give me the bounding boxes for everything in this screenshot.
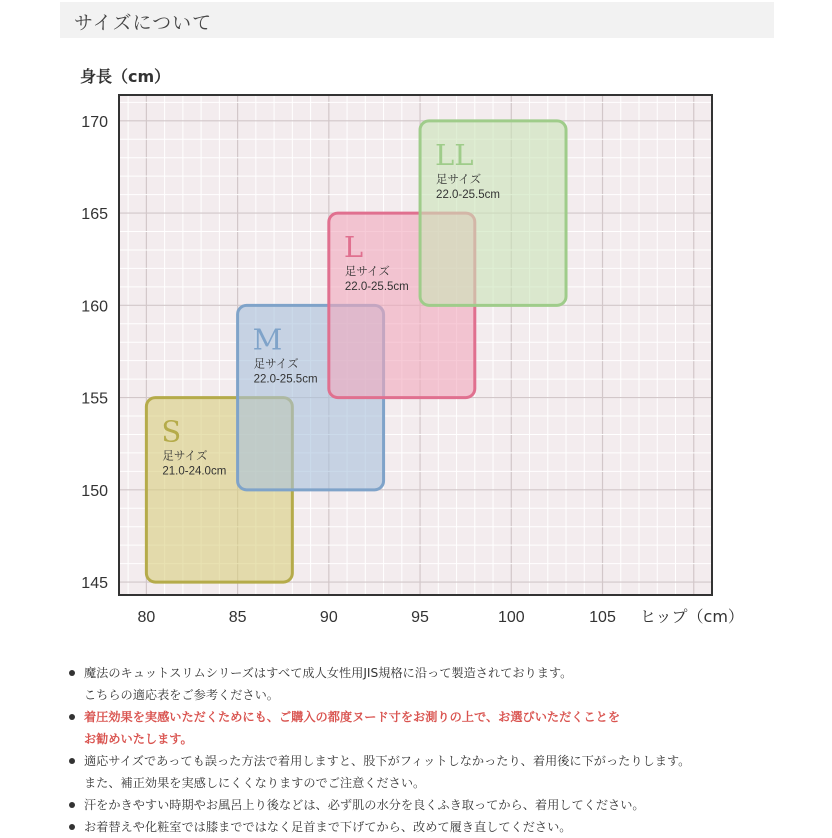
bullet-icon <box>69 714 75 720</box>
note-line: また、補正効果を実感しにくくなりますのでご注意ください。 <box>84 776 426 790</box>
y-tick-label: 150 <box>81 482 108 500</box>
note-line: お着替えや化粧室では膝までではなく足首まで下げてから、改めて履き直してください。 <box>84 820 572 834</box>
foot-size-range: 22.0-25.5cm <box>344 281 409 294</box>
region-label-s: S <box>161 414 182 449</box>
note-line: お勧めいたします。 <box>84 732 193 746</box>
foot-size-range: 22.0-25.5cm <box>436 188 500 201</box>
bullet-icon <box>69 824 75 830</box>
foot-size-label: 足サイズ <box>162 448 208 463</box>
foot-size-range: 21.0-24.0cm <box>162 465 227 478</box>
x-tick-label: 85 <box>228 609 247 626</box>
note-item <box>66 816 806 838</box>
y-axis-label: 身長（cm） <box>80 67 171 86</box>
y-tick-label: 160 <box>81 298 108 316</box>
section-title: サイズについて <box>74 12 213 34</box>
foot-size-range: 22.0-25.5cm <box>253 373 318 386</box>
foot-size-label: 足サイズ <box>344 264 390 279</box>
note-item <box>66 662 806 706</box>
x-tick-label: 100 <box>497 609 525 626</box>
foot-size-label: 足サイズ <box>436 171 482 186</box>
note-line: 魔法のキュットスリムシリーズはすべて成人女性用JIS規格に沿って製造されております。 <box>84 666 573 680</box>
x-tick-label: 95 <box>411 609 429 626</box>
y-tick-label: 155 <box>81 390 108 408</box>
y-tick-label: 170 <box>81 113 108 131</box>
x-axis-label: ヒップ（cm） <box>640 607 744 626</box>
note-line: 汗をかきやすい時期やお風呂上り後などは、必ず肌の水分を良くふき取ってから、着用してください。 <box>84 798 645 812</box>
note-item <box>66 706 806 750</box>
note-item <box>66 794 806 816</box>
x-tick-label: 80 <box>137 609 156 626</box>
region-label-m: M <box>252 322 283 357</box>
region-label-l: L <box>343 230 364 265</box>
x-tick-label: 90 <box>319 609 338 626</box>
note-item <box>66 750 806 794</box>
y-tick-label: 145 <box>81 575 108 593</box>
bullet-icon <box>69 670 75 676</box>
bullet-icon <box>69 802 75 808</box>
foot-size-label: 足サイズ <box>253 356 299 371</box>
x-tick-label: 105 <box>589 609 616 626</box>
notes-list <box>66 662 806 838</box>
y-tick-label: 165 <box>81 206 108 224</box>
region-label-ll: LL <box>435 137 474 172</box>
bullet-icon <box>69 758 75 764</box>
note-line: 着圧効果を実感いただくためにも、ご購入の都度ヌード寸をお測りの上で、お選びいただくことを <box>84 710 621 724</box>
note-line: こちらの適応表をご参考ください。 <box>84 688 279 702</box>
note-line: 適応サイズであっても誤った方法で着用しますと、股下がフィットしなかったり、着用後に下がったりします。 <box>84 754 691 768</box>
